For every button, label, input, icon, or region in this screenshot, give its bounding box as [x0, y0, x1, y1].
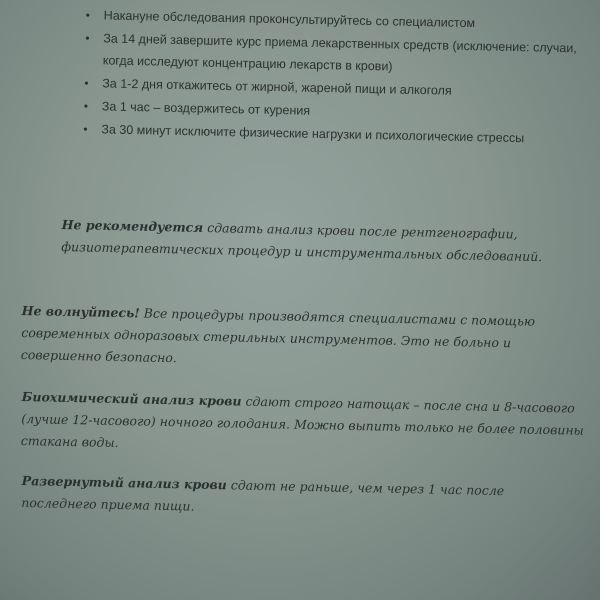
biochemical-analysis-paragraph [21, 386, 592, 464]
list-item-text: За 14 дней завершите курс приема лекарственных средств (исключение: случаи, когда исследуют концентрацию лекарств в крови) [102, 31, 577, 74]
list-item-text: Накануне обследования проконсультируйтесь со специалистом [103, 8, 476, 31]
bullet-icon: • [83, 99, 89, 114]
dont-worry-heading: Не волнуйтесь! [21, 302, 140, 321]
list-item-text: За 1 час – воздержитесь от курения [101, 99, 311, 118]
bullet-icon: • [85, 8, 91, 23]
biochemical-analysis-heading: Биохимический анализ крови [21, 388, 242, 409]
preparation-list [81, 4, 584, 151]
not-recommended-heading: Не рекомендуется [61, 216, 204, 235]
biochemical-analysis-text: сдают строго натощак – после сна и 8-часового (лучше 12-часового) ночного голодания. Можно выпить только не более половины стакана воды. [20, 393, 584, 451]
list-item-text: За 1-2 дня откажитесь от жирной, жареной пищи и алкоголя [102, 76, 452, 98]
dont-worry-text: Все процедуры производятся специалистами с помощью современных одноразовых стерильных инструментов. Это не больно и совершенно безопасно. [20, 305, 536, 366]
detailed-analysis-text: сдают не раньше, чем через 1 час после последнего приема пищи. [21, 477, 505, 514]
bullet-icon: • [84, 76, 89, 91]
detailed-analysis-paragraph [21, 470, 562, 525]
not-recommended-paragraph [61, 214, 570, 269]
bullet-icon: • [85, 31, 90, 46]
list-item-text: За 30 минут исключите физические нагрузки и психологические стрессы [101, 122, 525, 146]
detailed-analysis-heading: Развернутый анализ крови [21, 472, 227, 493]
bullet-icon: • [83, 122, 88, 137]
dont-worry-paragraph [21, 300, 582, 378]
not-recommended-text: сдавать анализ крови после рентгенографии, физиотерапевтических процедур и инструментальных обследований. [61, 219, 543, 265]
